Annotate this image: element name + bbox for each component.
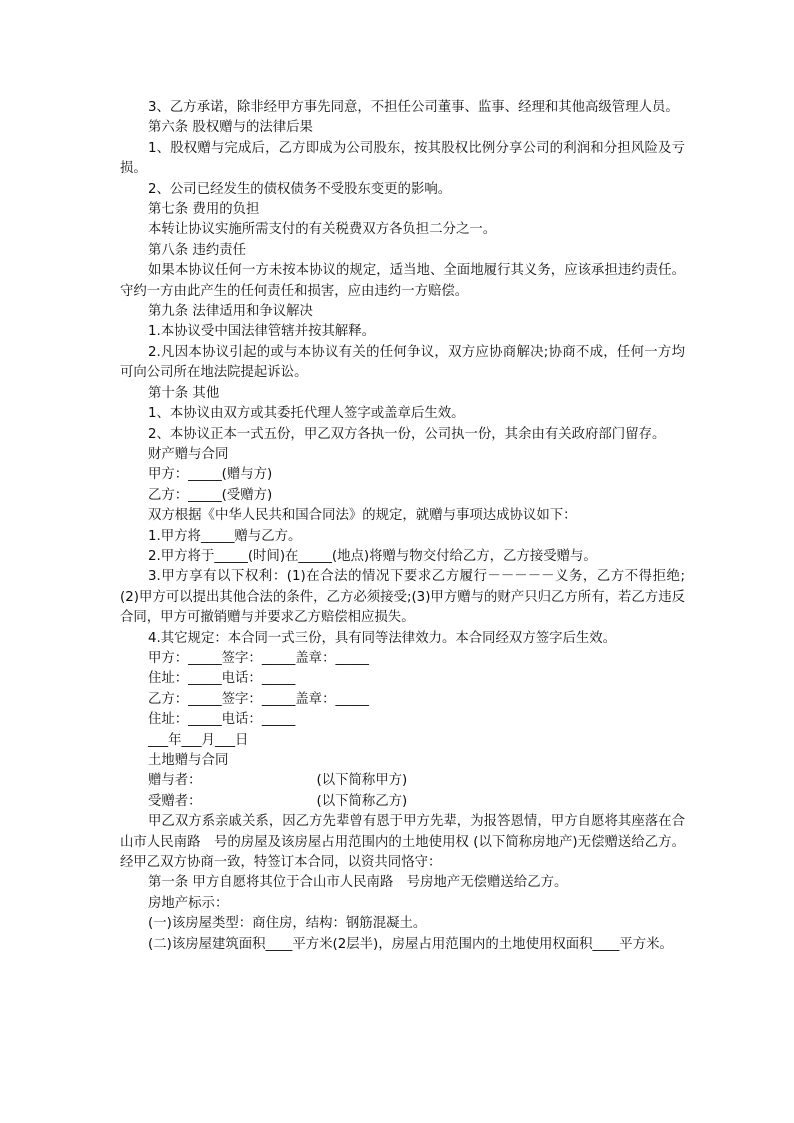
address-line: 住址：_____电话：_____ <box>148 712 296 728</box>
contract-title: 财产赠与合同 <box>148 446 229 462</box>
contract-title: 土地赠与合同 <box>148 753 229 768</box>
clause-text: 1.本协议受中国法律管辖并按其解释。 <box>148 324 376 340</box>
date-line: ___年___月___日 <box>148 732 249 748</box>
document-page <box>120 98 685 955</box>
party-line: 乙方：_____(受赠方) <box>148 487 273 503</box>
clause-text: 本转让协议实施所需支付的有关税费双方各负担二分之一。 <box>148 222 497 238</box>
clause-text: 如果本协议任何一方未按本协议的规定，适当地、全面地履行其义务，应该承担违约责任。守约一方由此产生的任何责任和损害，应由违约一方赔偿。 <box>120 263 685 299</box>
clause-text: 3、乙方承诺，除非经甲方事先同意，不担任公司董事、监事、经理和其他高级管理人员。 <box>148 100 679 115</box>
signature-line: 乙方：_____签字：_____盖章：_____ <box>148 691 369 707</box>
clause-text: 1、本协议由双方或其委托代理人签字或盖章后生效。 <box>148 406 465 422</box>
article-heading: 第九条 法律适用和争议解决 <box>148 304 313 320</box>
clause-text: 甲乙双方系亲戚关系，因乙方先辈曾有恩于甲方先辈，为报答恩情，甲方自愿将其座落在合山市人民南路 号的房屋及该房屋占用范围内的土地使用权 (以下简称房地产)无偿赠送给乙方。经甲乙双方协商一致，特签订本合同，以资共同恪守： <box>120 814 685 871</box>
clause-text: 3.甲方享有以下权利：(1)在合法的情况下要求乙方履行－－－－－义务，乙方不得拒绝;(2)甲方可以提出其他合法的条件，乙方必须接受;(3)甲方赠与的财产只归乙方所有，若乙方违反合同，甲方可撤销赠与并要求乙方赔偿相应损失。 <box>120 569 685 626</box>
article-heading: 第六条 股权赠与的法律后果 <box>148 120 313 136</box>
article-heading: 第十条 其他 <box>148 385 220 401</box>
clause-text: 2、本协议正本一式五份，甲乙双方各执一份，公司执一份，其余由有关政府部门留存。 <box>148 426 666 442</box>
article-heading: 第八条 违约责任 <box>148 242 246 258</box>
donor-line: 赠与者： (以下简称甲方) <box>148 773 408 789</box>
address-line: 住址：_____电话：_____ <box>148 671 296 687</box>
clause-text: 4.其它规定：本合同一式三份，具有同等法律效力。本合同经双方签字后生效。 <box>148 630 617 646</box>
clause-text: 房地产标示： <box>148 895 229 911</box>
article-heading: 第一条 甲方自愿将其位于合山市人民南路 号房地产无偿赠送给乙方。 <box>148 875 568 891</box>
signature-line: 甲方：_____签字：_____盖章：_____ <box>148 650 369 666</box>
clause-text: 2、公司已经发生的债权债务不受股东变更的影响。 <box>148 181 452 197</box>
clause-text: 1.甲方将_____赠与乙方。 <box>148 528 302 544</box>
article-heading: 第七条 费用的负担 <box>148 202 260 218</box>
clause-text: 2.甲方将于_____(时间)在_____(地点)将赠与物交付给乙方，乙方接受赠与。 <box>148 548 597 564</box>
clause-text: 2.凡因本协议引起的或与本协议有关的任何争议，双方应协商解决;协商不成，任何一方均可向公司所在地法院提起诉讼。 <box>120 344 685 381</box>
clause-text: (二)该房屋建筑面积____平方米(2层半)，房屋占用范围内的土地使用权面积____平方米。 <box>148 936 673 952</box>
clause-text: (一)该房屋类型：商住房，结构：钢筋混凝土。 <box>148 916 427 932</box>
party-line: 甲方：_____(赠与方) <box>148 467 273 483</box>
donee-line: 受赠者： (以下简称乙方) <box>148 793 408 809</box>
clause-text: 1、股权赠与完成后，乙方即成为公司股东，按其股权比例分享公司的利润和分担风险及亏损。 <box>120 140 685 177</box>
clause-text: 双方根据《中华人民共和国合同法》的规定，就赠与事项达成协议如下： <box>148 508 577 524</box>
